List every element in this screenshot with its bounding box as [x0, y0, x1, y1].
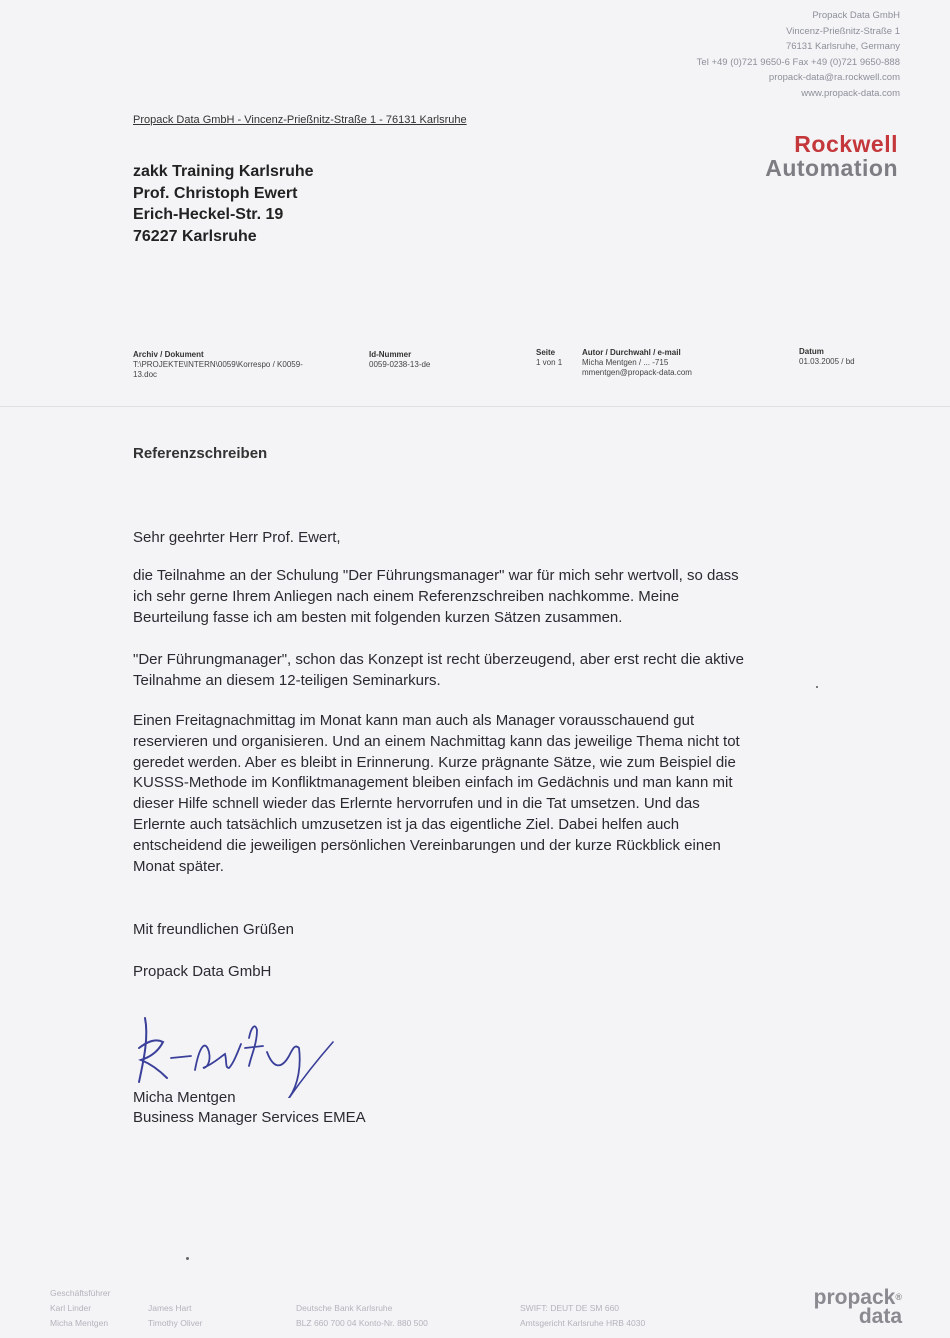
footer-managing-directors [50, 1286, 110, 1331]
paragraph-1-line: die Teilnahme an der Schulung "Der Führungsmanager" war für mich sehr wertvoll, so dass [133, 567, 739, 584]
footer-col4-a: SWIFT: DEUT DE SM 660 [520, 1303, 620, 1313]
scan-speck [186, 1257, 189, 1260]
meta-archiv-label: Archiv / Dokument [133, 350, 204, 359]
meta-autor [582, 348, 692, 378]
paragraph-2-line: "Der Führungmanager", schon das Konzept ist recht überzeugend, aber erst recht die aktive [133, 651, 744, 668]
paragraph-2-line: Teilnahme an diesem 12-teiligen Seminarkurs. [133, 671, 441, 689]
meta-autor-value: Micha Mentgen / ... -715 [582, 358, 669, 367]
recipient-address [133, 161, 314, 247]
meta-id-label: Id-Nummer [369, 350, 412, 359]
return-address-line: Propack Data GmbH - Vincenz-Prießnitz-Straße 1 - 76131 Karlsruhe [133, 114, 467, 126]
meta-id-value: 0059-0238-13-de [369, 360, 431, 369]
salutation: Sehr geehrter Herr Prof. Ewert, [133, 529, 341, 546]
paragraph-1-line: Beurteilung fasse ich am besten mit folgenden kurzen Sätzen zusammen. [133, 608, 623, 626]
sender-street: Vincenz-Prießnitz-Straße 1 [786, 25, 900, 37]
logo-data-text: data [858, 1305, 902, 1328]
paragraph-3-line: dieser Hilfe schnell wieder das Erlernte hervorrufen und in die Tat umsetzen. Und das [133, 795, 700, 813]
meta-datum-value: 01.03.2005 / bd [799, 357, 855, 366]
logo-rockwell-text: Rockwell [794, 131, 898, 157]
footer-col3-b: BLZ 660 700 04 Konto-Nr. 880 500 [296, 1318, 428, 1328]
footer-directors-2 [148, 1301, 202, 1331]
recipient-name: Prof. Christoph Ewert [133, 184, 298, 202]
meta-autor-label: Autor / Durchwahl / e-mail [582, 348, 681, 357]
footer-col4-b: Amtsgericht Karlsruhe HRB 4030 [520, 1318, 646, 1328]
recipient-org: zakk Training Karlsruhe [133, 163, 314, 180]
paragraph-3 [133, 711, 740, 877]
logo-propack-word: propack [813, 1286, 896, 1309]
paragraph-3-line: entscheidend die jeweiligen persönlichen Vereinbarungen und der kurze Rückblick einen [133, 836, 721, 854]
footer-col2-b: Timothy Oliver [148, 1318, 203, 1328]
meta-datum [799, 347, 855, 367]
recipient-city: 76227 Karlsruhe [133, 227, 257, 245]
meta-datum-label: Datum [799, 347, 824, 356]
footer-bank [296, 1301, 428, 1331]
paragraph-3-line: Monat später. [133, 857, 224, 875]
handwritten-signature [133, 1008, 353, 1098]
meta-seite-value: 1 von 1 [536, 358, 563, 367]
footer-col3-a: Deutsche Bank Karlsruhe [296, 1303, 393, 1313]
footer-col2-a: James Hart [148, 1303, 192, 1313]
logo-automation-text: Automation [765, 155, 898, 181]
meta-archiv-value: T:\PROJEKTE\INTERN\0059\Korrespo / K0059- [133, 360, 303, 369]
sender-city: 76131 Karlsruhe, Germany [785, 41, 900, 52]
footer-col1-b: Micha Mentgen [50, 1318, 109, 1328]
meta-seite [536, 348, 562, 368]
closing: Mit freundlichen Grüßen [133, 921, 294, 938]
sender-company: Propack Data GmbH [812, 10, 900, 21]
paragraph-3-line: reservieren und organisieren. Und an einem Nachmittag kann das jeweilige Thema nicht tot [133, 732, 740, 750]
sender-website: www.propack-data.com [801, 87, 900, 99]
paragraph-3-line: Einen Freitagnachmittag im Monat kann man auch als Manager vorausschauend gut [133, 712, 695, 729]
recipient-street: Erich-Heckel-Str. 19 [133, 206, 284, 223]
footer-col1-head: Geschäftsführer [50, 1288, 111, 1298]
meta-archiv-value-cont: 13.doc [133, 370, 158, 379]
sender-email: propack-data@ra.rockwell.com [768, 72, 900, 83]
paragraph-1-line: ich sehr gerne Ihrem Anliegen nach einem Referenzschreiben nachkomme. Meine [133, 587, 680, 605]
rockwell-automation-logo [765, 132, 898, 180]
paper-fold-line [0, 406, 950, 407]
propack-data-logo [814, 1288, 902, 1326]
paragraph-3-line: Erlernte auch tatsächlich umzusetzen ist ja das eigentliche Ziel. Dabei helfen auch [133, 815, 680, 833]
meta-id [369, 350, 430, 370]
meta-archiv [133, 350, 353, 380]
paragraph-1 [133, 566, 739, 628]
signer-title: Business Manager Services EMEA [133, 1109, 366, 1126]
paragraph-3-line: geredet werden. Aber es bleibt in Erinnerung. Kurze prägnante Sätze, wie zum Beispiel die [133, 753, 736, 771]
registered-mark: ® [895, 1292, 902, 1302]
sender-address-block [697, 8, 900, 101]
meta-seite-label: Seite [536, 348, 556, 357]
letter-subject: Referenzschreiben [133, 445, 268, 462]
signer-name: Micha Mentgen [133, 1089, 236, 1106]
meta-autor-email: mmentgen@propack-data.com [582, 368, 692, 377]
scan-speck [816, 686, 818, 688]
footer-col1-a: Karl Linder [50, 1303, 92, 1313]
company-sign-off: Propack Data GmbH [133, 963, 272, 980]
sender-phone-fax: Tel +49 (0)721 9650-6 Fax +49 (0)721 9650-888 [696, 56, 900, 68]
paragraph-2 [133, 650, 744, 692]
footer-registry [520, 1301, 645, 1331]
paragraph-3-line: KUSSS-Methode im Konfliktmanagement bleiben einfach im Gedächnis und man kann mit [133, 774, 733, 792]
